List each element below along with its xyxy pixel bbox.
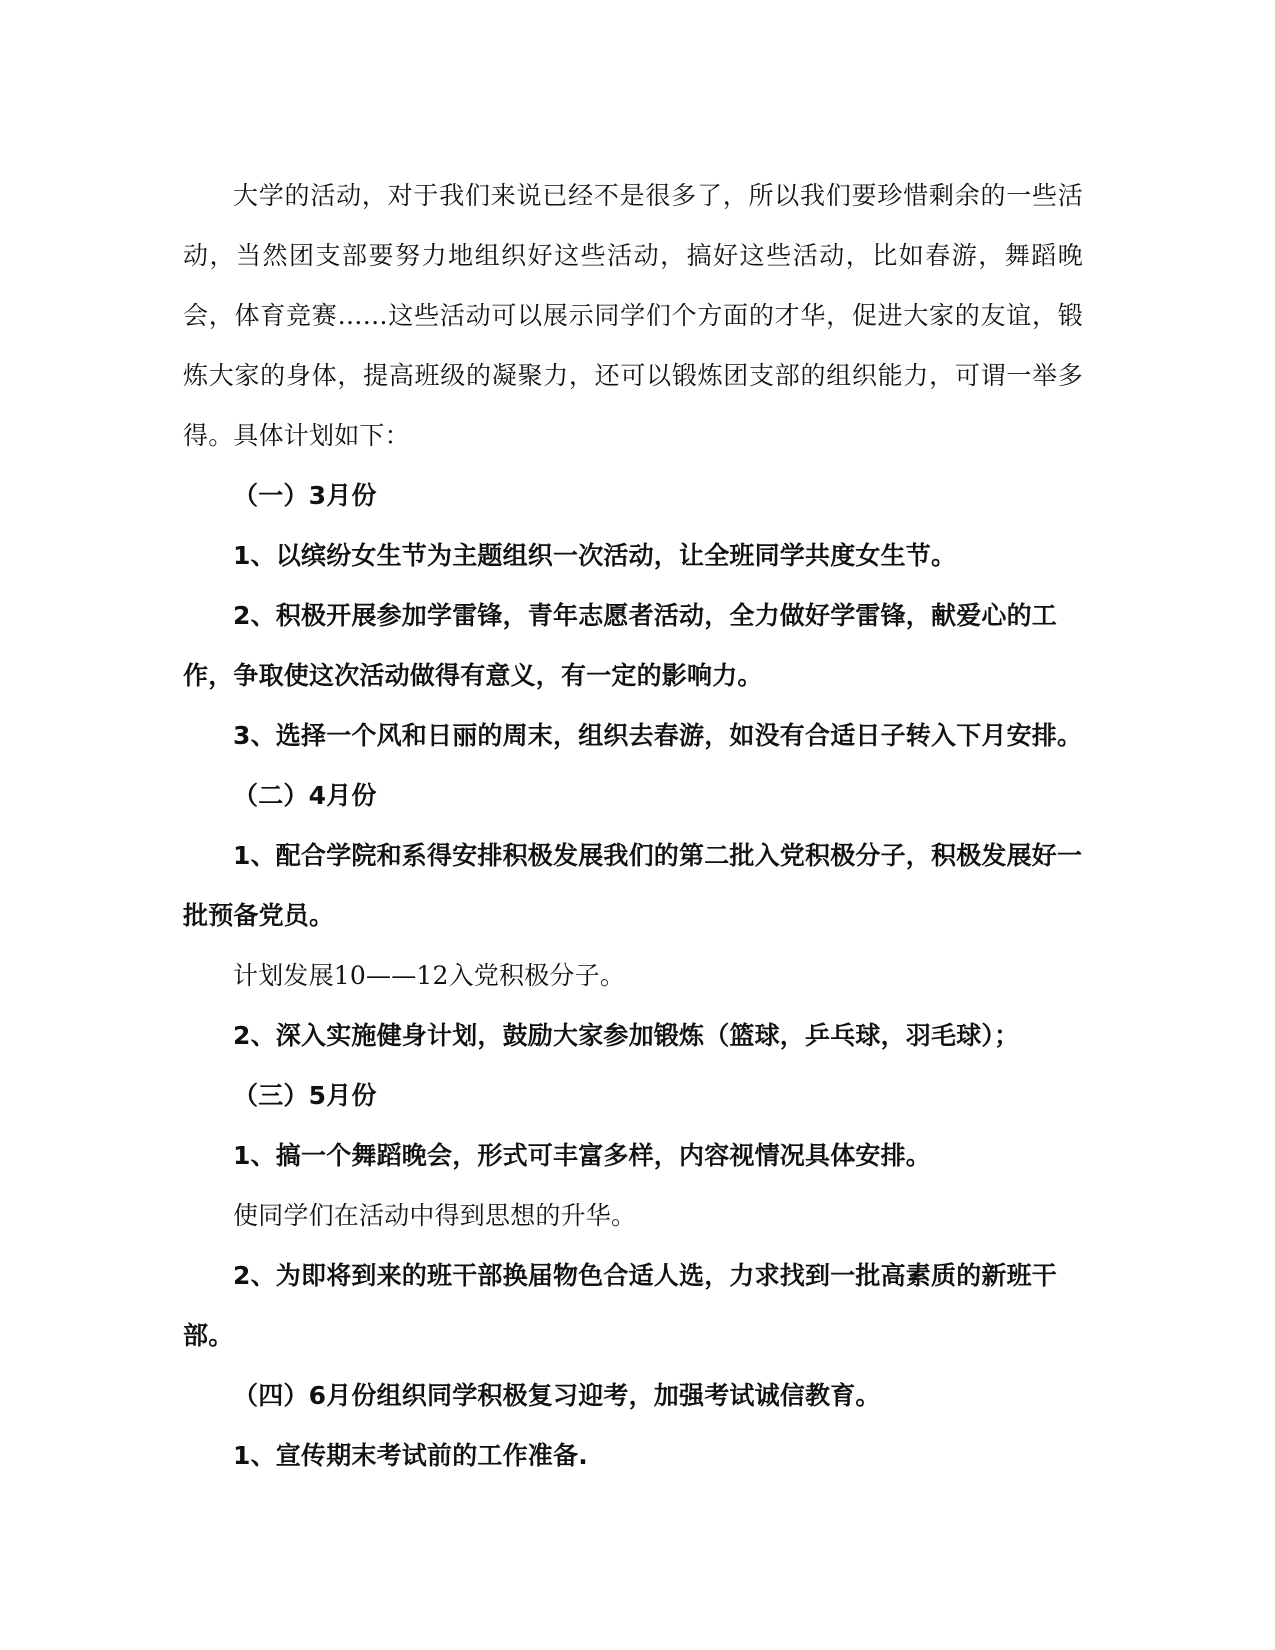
march-item-2: 2、积极开展参加学雷锋，青年志愿者活动，全力做好学雷锋，献爱心的工作，争取使这次活动做得有意义，有一定的影响力。	[183, 601, 1057, 690]
section-may-heading: （三）5月份	[233, 1081, 377, 1110]
june-item-1: 1、宣传期末考试前的工作准备.	[233, 1441, 588, 1470]
section-june-heading: （四）6月份组织同学积极复习迎考，加强考试诚信教育。	[233, 1381, 881, 1410]
intro-paragraph: 大学的活动，对于我们来说已经不是很多了，所以我们要珍惜剩余的一些活动，当然团支部要努力地组织好这些活动，搞好这些活动，比如春游，舞蹈晚会，体育竞赛……这些活动可以展示同学们个方面的才华，促进大家的友谊，锻炼大家的身体，提高班级的凝聚力，还可以锻炼团支部的组织能力，可谓一举多得。具体计划如下：	[183, 181, 1083, 450]
april-item-2: 2、深入实施健身计划，鼓励大家参加锻炼（篮球，乒乓球，羽毛球）；	[233, 1021, 1020, 1050]
section-march-heading: （一）3月份	[233, 481, 377, 510]
april-note: 计划发展10——12入党积极分子。	[233, 961, 626, 990]
march-item-1: 1、以缤纷女生节为主题组织一次活动，让全班同学共度女生节。	[233, 541, 957, 570]
march-item-3: 3、选择一个风和日丽的周末，组织去春游，如没有合适日子转入下月安排。	[233, 721, 1083, 750]
may-item-1: 1、搞一个舞蹈晚会，形式可丰富多样，内容视情况具体安排。	[233, 1141, 931, 1170]
may-note: 使同学们在活动中得到思想的升华。	[233, 1201, 637, 1230]
april-item-1: 1、配合学院和系得安排积极发展我们的第二批入党积极分子，积极发展好一批预备党员。	[183, 841, 1083, 930]
document-body	[183, 166, 1083, 1486]
may-item-2: 2、为即将到来的班干部换届物色合适人选，力求找到一批高素质的新班干部。	[183, 1261, 1057, 1350]
section-april-heading: （二）4月份	[233, 781, 377, 810]
